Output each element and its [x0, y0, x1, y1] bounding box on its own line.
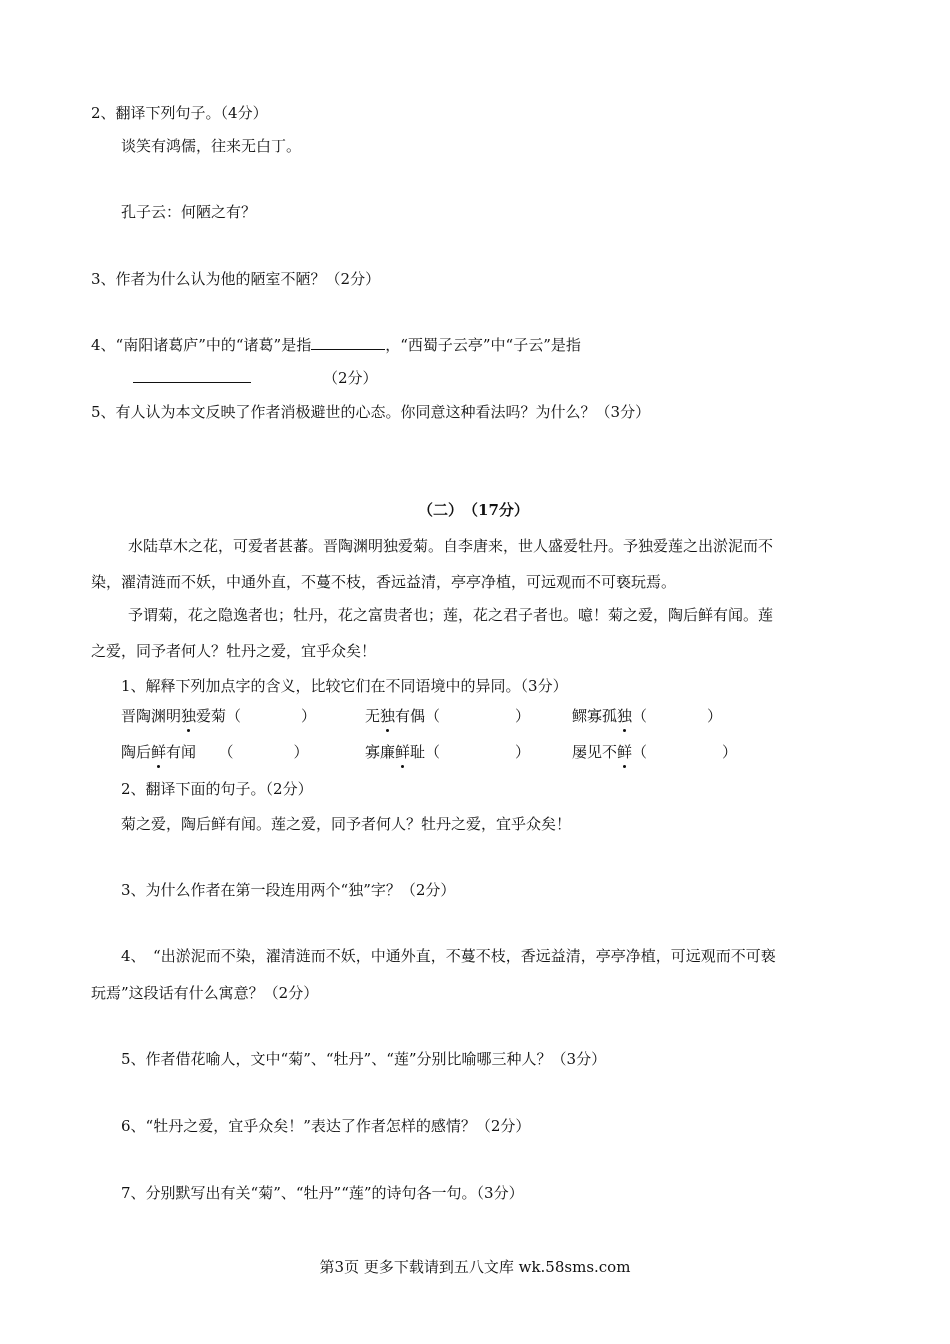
question-2-7: 7、分别默写出有关“菊”、“牡丹”“莲”的诗句各一句。（3分） — [121, 1184, 524, 1202]
term-item — [121, 706, 316, 726]
question-4-part-a: 4、“南阳诸葛庐”中的“诸葛”是指 — [91, 336, 312, 354]
dotted-char: 鲜 — [617, 743, 633, 761]
question-2: 2、翻译下列句子。（4分） — [91, 104, 268, 122]
section-heading: （二） （17分） — [418, 501, 529, 519]
term-item — [121, 742, 309, 762]
term-suffix: 爱菊（ ） — [196, 707, 317, 725]
question-5: 5、有人认为本文反映了作者消极避世的心态。你同意这种看法吗？为什么？（3分） — [91, 403, 651, 421]
question-2-5: 5、作者借花喻人，文中“菊”、“牡丹”、“莲”分别比喻哪三种人？（3分） — [121, 1050, 607, 1068]
term-prefix: 屡见不 — [572, 743, 618, 761]
term-suffix: （ ） — [632, 743, 738, 761]
sentence-1: 谈笑有鸿儒，往来无白丁。 — [121, 137, 302, 155]
dotted-char: 鲜 — [395, 743, 411, 761]
dotted-char: 独 — [617, 707, 633, 725]
question-2-3: 3、为什么作者在第一段连用两个“独”字？（2分） — [121, 881, 456, 899]
term-prefix: 晋陶渊明 — [121, 707, 182, 725]
passage-p1-line2: 染，濯清涟而不妖，中通外直，不蔓不枝，香远益清，亭亭净植，可远观而不可亵玩焉。 — [91, 573, 677, 591]
term-prefix: 寡廉 — [365, 743, 396, 761]
term-suffix: 耻（ ） — [410, 743, 531, 761]
term-prefix: 无 — [365, 707, 381, 725]
question-2-6: 6、“牡丹之爱，宜乎众矣！”表达了作者怎样的感情？（2分） — [121, 1117, 531, 1135]
question-2-4-line2: 玩焉”这段话有什么寓意？（2分） — [91, 984, 319, 1002]
dotted-char: 独 — [181, 707, 197, 725]
question-4-score: （2分） — [323, 369, 378, 387]
term-prefix: 鳏寡孤 — [572, 707, 618, 725]
question-4 — [91, 335, 581, 355]
question-4-part-b: ，“西蜀子云亭”中“子云”是指 — [385, 336, 581, 354]
term-suffix: 有闻 （ ） — [166, 743, 309, 761]
passage-p2-line2: 之爱，同予者何人？牡丹之爱，宜乎众矣！ — [91, 642, 377, 660]
term-item — [572, 742, 737, 762]
passage-p1-line1: 水陆草木之花，可爱者甚蕃。晋陶渊明独爱菊。自李唐来，世人盛爱牡丹。予独爱莲之出淤泥而不 — [128, 537, 774, 555]
question-4-continued — [133, 368, 378, 388]
passage-p2-line1: 予谓菊，花之隐逸者也；牡丹，花之富贵者也；莲，花之君子者也。噫！菊之爱，陶后鲜有闻。莲 — [128, 606, 774, 624]
term-item — [365, 742, 530, 762]
question-3: 3、作者为什么认为他的陋室不陋？（2分） — [91, 270, 381, 288]
question-2-2: 2、翻译下面的句子。（2分） — [121, 780, 313, 798]
question-2-4-line1: 4、 “出淤泥而不染，濯清涟而不妖，中通外直，不蔓不枝，香远益清，亭亭净植，可远观而不可亵 — [121, 947, 776, 965]
term-item — [572, 706, 722, 726]
sentence-2: 孔子云：何陋之有？ — [121, 203, 257, 221]
question-2-1: 1、解释下列加点字的含义，比较它们在不同语境中的异同。（3分） — [121, 677, 568, 695]
translate-sentence: 菊之爱，陶后鲜有闻。莲之爱，同予者何人？牡丹之爱，宜乎众矣！ — [121, 815, 572, 833]
term-suffix: 有偶（ ） — [395, 707, 531, 725]
answer-blank-2[interactable] — [133, 368, 251, 383]
dotted-char: 独 — [380, 707, 396, 725]
answer-blank-1[interactable] — [311, 335, 385, 350]
dotted-char: 鲜 — [151, 743, 167, 761]
term-suffix: （ ） — [632, 707, 723, 725]
term-item — [365, 706, 530, 726]
page-footer: 第3页 更多下载请到五八文库 wk.58sms.com — [319, 1258, 631, 1276]
term-prefix: 陶后 — [121, 743, 152, 761]
